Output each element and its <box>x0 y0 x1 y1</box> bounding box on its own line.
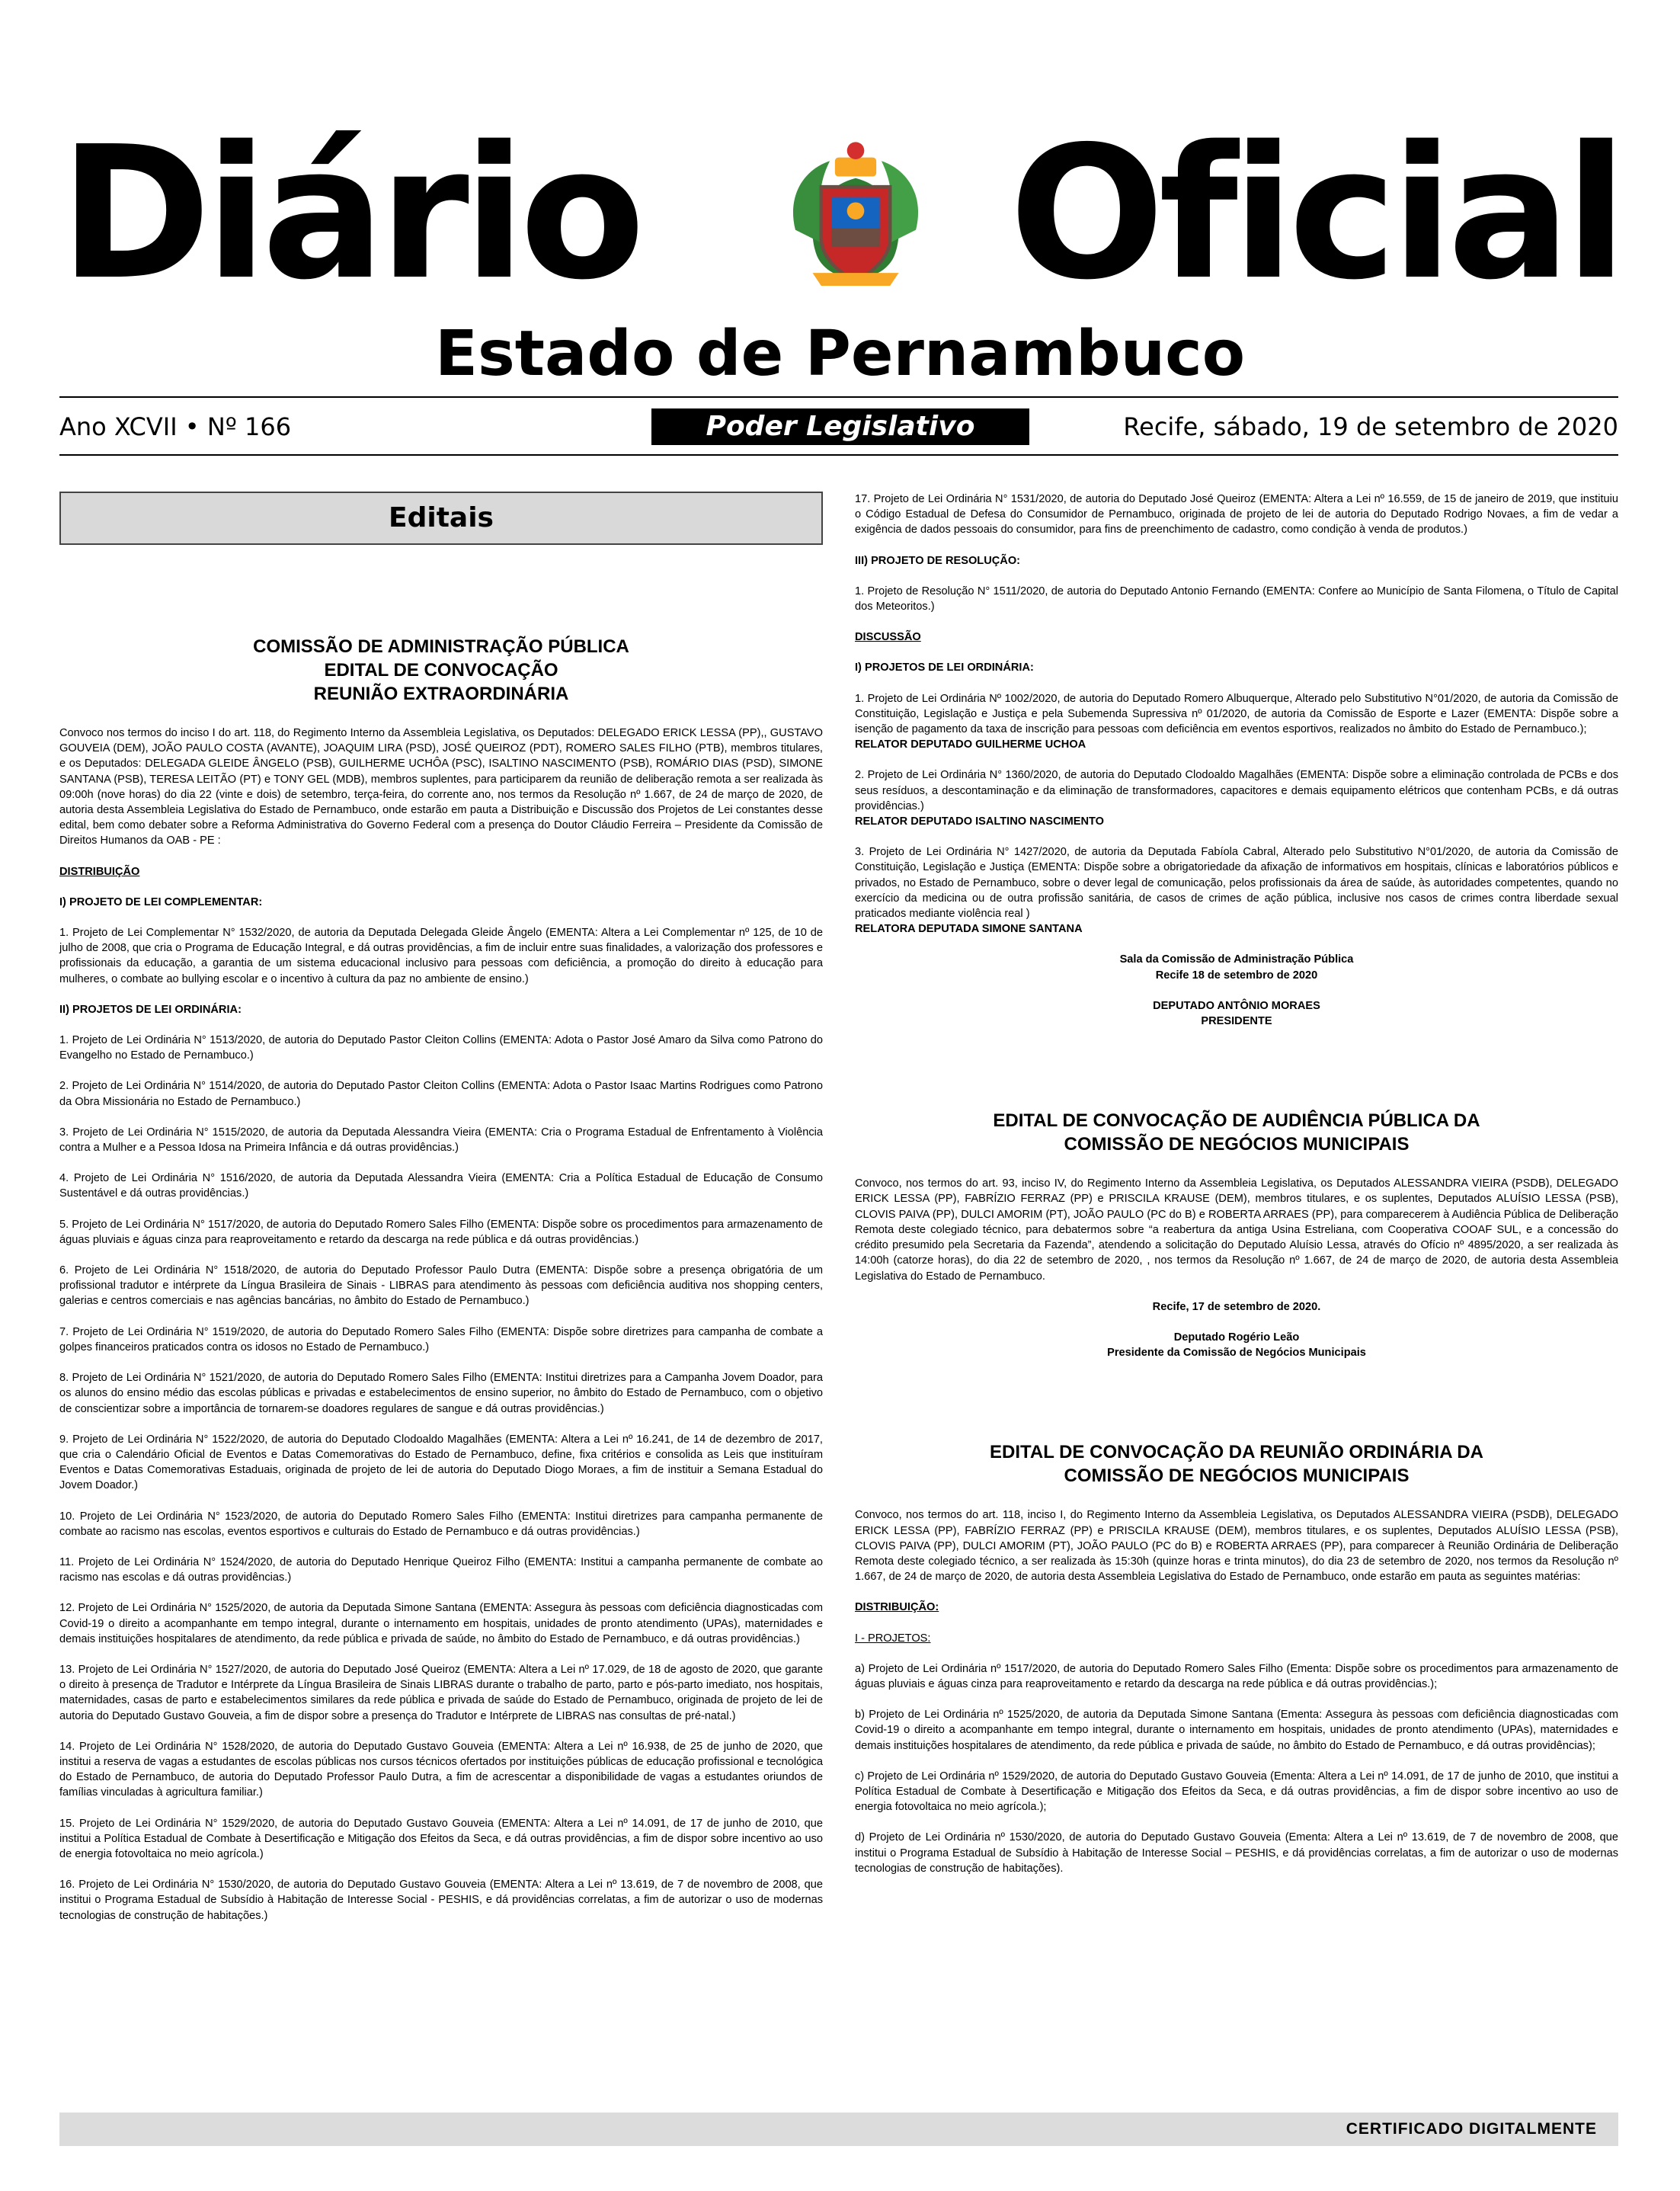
masthead-title-left: Diário <box>59 107 639 320</box>
masthead-subtitle: Estado de Pernambuco <box>434 318 1246 390</box>
notice-title-line2: EDITAL DE CONVOCAÇÃO <box>324 660 558 681</box>
bill-item: 15. Projeto de Lei Ordinária N° 1529/2020, de autoria do Deputado Gustavo Gouveia (EMENTA: Altera a Lei nº 14.091, de 17 de junho de 2010, que institui a Política Estadual de Combate à Desertificação e Mitigação dos Efeitos da Seca, e dá outras providências, a fim de dispor sobre incentivo ao uso de energia fotovoltaica no meio agrícola.) <box>59 1817 823 1860</box>
signature-date: Recife 18 de setembro de 2020 <box>1155 969 1318 982</box>
bill-item: 13. Projeto de Lei Ordinária N° 1527/2020, de autoria do Deputado José Queiroz (EMENTA: Altera a Lei nº 17.029, de 18 de agosto de 2020, que garante o direito à presença de Tradutor e Intérprete da Língua Brasileira de Sinais LIBRAS durante o trabalho de parto, parto e pós-parto imediato, nos hospitais, maternidades, casas de parto e estabelecimentos similares da rede pública e privada de saúde do Estado de Pernambuco, originada de projeto de lei de autoria do Deputado Gustavo Gouveia, a fim de dispor sobre a presença do Tradutor e Intérprete de LIBRAS nas consultas de pré-natal.) <box>59 1663 823 1722</box>
bill-item: 5. Projeto de Lei Ordinária N° 1517/2020, de autoria do Deputado Romero Sales Filho (EMENTA: Dispõe sobre os procedimentos para armazenamento de águas pluviais e águas cinza para reaproveitamento e retardo da descarga na rede pública e dá outras providências.) <box>59 1218 823 1246</box>
publication-date: Recife, sábado, 19 de setembro de 2020 <box>1123 412 1618 441</box>
heading-projects: I - PROJETOS: <box>855 1632 931 1645</box>
bill-item: 12. Projeto de Lei Ordinária N° 1525/2020, de autoria da Deputada Simone Santana (EMENTA: Assegura às pessoas com deficiência diagnosticadas com Covid-19 o direito a acompanhante em tempo integral, durante o internamento em hospitais, unidades de pronto atendimento (UPAs), maternidades e demais instituições hospitalares de atendimento, da rede pública e privada de saúde, no âmbito do Estado de Pernambuco, e dá outras providências.) <box>59 1602 823 1645</box>
bill-item: 4. Projeto de Lei Ordinária N° 1516/2020, de autoria da Deputada Alessandra Vieira (EMENTA: Cria a Política Estadual de Educação de Consumo Sustentável e dá outras providências.) <box>59 1172 823 1200</box>
bill-item: 17. Projeto de Lei Ordinária N° 1531/2020, de autoria do Deputado José Queiroz (EMENTA: Altera a Lei nº 16.559, de 15 de janeiro de 2019, que instituiu o Código Estadual de Defesa do Consumidor de Pernambuco, originada de projeto de lei de autoria do Deputado Rodrigo Novaes, a fim de vedar a exigência de dados pessoais do consumidor, para fins de preenchimento de cadastro, como condição à venda de produtos.) <box>855 493 1618 537</box>
heading-complementary-law: I) PROJETO DE LEI COMPLEMENTAR: <box>59 895 263 908</box>
heading-resolution: III) PROJETO DE RESOLUÇÃO: <box>855 554 1021 567</box>
notice-title-line3: REUNIÃO EXTRAORDINÁRIA <box>313 684 569 704</box>
bill-item: 6. Projeto de Lei Ordinária N° 1518/2020, de autoria do Deputado Professor Paulo Dutra (EMENTA: Dispõe sobre a presença obrigatória de um profissional tradutor e intérprete da Língua Brasileira de Sinais - LIBRAS para atendimento às pessoas com deficiência auditiva nos shopping centers, galerias e centros comerciais e nas agências bancárias, no âmbito do Estado de Pernambuco.) <box>59 1264 823 1308</box>
header-rule-bottom <box>59 454 1618 456</box>
notice2-signatory-name: Deputado Rogério Leão <box>1173 1331 1300 1344</box>
rapporteur: RELATOR DEPUTADO ISALTINO NASCIMENTO <box>855 815 1105 828</box>
bill-item: 2. Projeto de Lei Ordinária N° 1360/2020, de autoria do Deputado Clodoaldo Magalhães (EMENTA: Dispõe sobre a eliminação controlada de PCBs e dos seus resíduos, a descontaminação e da eliminação de transformadores, capacitores e demais equipamento elétricos que contenham PCBs, e dá outras providências.) <box>855 769 1618 812</box>
notice2-signatory-title: Presidente da Comissão de Negócios Municipais <box>1107 1347 1366 1360</box>
notice-intro: Convoco nos termos do inciso I do art. 118, do Regimento Interno da Assembleia Legislativa, os Deputados: DELEGADO ERICK LESSA (PP),, GUSTAVO GOUVEIA (DEM), JOÃO PAULO COSTA (AVANTE), JOAQUIM LIRA (PSD), JOSÉ QUEIROZ (PDT), ROMERO SALES FILHO (PTB), membros titulares, e os Deputados: DELEGADA GLEIDE ÂNGELO (PSB), GUILHERME UCHÔA (PSC), ISALTINO NASCIMENTO (PSB), ROMÁRIO DIAS (PSD), SIMONE SANTANA (PSB), TERESA LEITÃO (PT) e TONY GEL (MDB), membros suplentes, para participarem da reunião de deliberação remota a ser realizada às 09:00h (nove horas) do dia 22 (vinte e dois) de setembro, terça-feira, do corrente ano, nos termos da Resolução nº 1.667, de 24 de março de 2020, de autoria desta Assembleia Legislativa do Estado de Pernambuco, onde estarão em pauta a Distribuição e Discussão dos Projetos de Lei constantes desse edital, bem como debater sobre a Reforma Administrativa do Governo Federal com a presença do Doutor Cláudio Ferreira – Presidente da Comissão de Direitos Humanos da OAB - PE : <box>59 727 823 847</box>
bill-item: 1. Projeto de Lei Ordinária N° 1513/2020, de autoria do Deputado Pastor Cleiton Collins (EMENTA: Adota o Pastor José Amaro da Silva como Patrono do Evangelho no Estado de Pernambuco.) <box>59 1034 823 1062</box>
bill-item: 10. Projeto de Lei Ordinária N° 1523/2020, de autoria do Deputado Romero Sales Filho (EMENTA: Institui diretrizes para campanha permanente de combate ao racismo nas escolas, eventos esportivos e culturais do Estado de Pernambuco e dá outras providências.) <box>59 1510 823 1538</box>
bill-item: a) Projeto de Lei Ordinária nº 1517/2020, de autoria do Deputado Romero Sales Filho (Ementa: Dispõe sobre os procedimentos para armazenamento de águas pluviais e águas cinza para reaproveitamento e retardo da descarga na rede pública e dá outras providências.); <box>855 1662 1618 1690</box>
edition-number: Ano XCVII • Nº 166 <box>59 412 292 441</box>
notice3-title-line1: EDITAL DE CONVOCAÇÃO DA REUNIÃO ORDINÁRIA DA <box>989 1442 1483 1463</box>
bill-item: 16. Projeto de Lei Ordinária N° 1530/2020, de autoria do Deputado Gustavo Gouveia (EMENTA: Altera a Lei nº 13.619, de 7 de novembro de 2008, que institui o Programa Estadual de Subsídio à Habitação de Interesse Social - PESHIS, e dá providências correlatas, a fim de autorizar o uso de modernas tecnologias de construção de habitações.) <box>59 1879 823 1922</box>
heading-ordinary-laws-discussion: I) PROJETOS DE LEI ORDINÁRIA: <box>855 661 1034 674</box>
bill-item: 3. Projeto de Lei Ordinária N° 1515/2020, de autoria da Deputada Alessandra Vieira (EMENTA: Cria o Programa Estadual de Enfrentamento à Violência contra a Mulher e a Pessoa Idosa na Primeira Infância e dá outras providências.) <box>59 1126 823 1155</box>
bill-item: 8. Projeto de Lei Ordinária N° 1521/2020, de autoria do Deputado Romero Sales Filho (EMENTA: Institui diretrizes para a Campanha Jovem Doador, para os alunos do ensino médio das escolas públicas e privadas e estabelecimentos de ensino superior, no âmbito do Estado de Pernambuco, com o objetivo de conscientizar sobre a importância de tornarem-se doadores regulares de sangue e dá outras providências.) <box>59 1372 823 1415</box>
masthead-title-right: Oficial <box>1009 107 1621 320</box>
bill-item: 9. Projeto de Lei Ordinária N° 1522/2020, de autoria do Deputado Clodoaldo Magalhães (EMENTA: Altera a Lei nº 16.241, de 14 de dezembro de 2017, que cria o Calendário Oficial de Eventos e Datas Comemorativas do Estado de Pernambuco, define, fixa critérios e consolida as Leis que instituíram Eventos e Datas Comemorativas Estaduais, originada de projeto de lei de autoria do Deputado Diogo Moraes, a fim de instituir a Semana Estadual do Jovem Doador.) <box>59 1433 823 1492</box>
notice-title-line1: COMISSÃO DE ADMINISTRAÇÃO PÚBLICA <box>253 636 629 657</box>
notice2-date: Recife, 17 de setembro de 2020. <box>1152 1300 1321 1313</box>
bill-item: b) Projeto de Lei Ordinária nº 1525/2020, de autoria da Deputada Simone Santana (Ementa: Assegura às pessoas com deficiência diagnosticadas com Covid-19 o direito a acompanhante em tempo integral, durante o internamento em hospitais, unidades de pronto atendimento (UPAs), maternidades e demais instituições hospitalares de atendimento, da rede pública e privada de saúde, no âmbito do Estado de Pernambuco, e dá outras providências); <box>855 1709 1618 1752</box>
heading-distribution-2: DISTRIBUIÇÃO: <box>855 1601 939 1614</box>
heading-discussion: DISCUSSÃO <box>855 631 921 644</box>
bill-item: 14. Projeto de Lei Ordinária N° 1528/2020, de autoria do Deputado Gustavo Gouveia (EMENTA: Altera a Lei nº 16.938, de 25 de junho de 2020, que institui a reserva de vagas a estudantes de escolas públicas nos cursos técnicos ofertados por instituições públicas de educação profissional e tecnológica do Estado de Pernambuco, de autoria do Deputado Professor Paulo Dutra, a fim de acrescentar a disponibilidade de vagas a estudantes oriundos de famílias vinculadas à agricultura familiar.) <box>59 1740 823 1799</box>
rapporteur: RELATOR DEPUTADO GUILHERME UCHOA <box>855 738 1086 751</box>
notice3-body: Convoco, nos termos do art. 118, inciso I, do Regimento Interno da Assembleia Legislativa, os Deputados ALESSANDRA VIEIRA (PSDB), DELEGADO ERICK LESSA (PP), FABRÍZIO FERRAZ (PP) e PRISCILA KRAUSE (DEM), membros titulares, e os suplentes, Deputados ALUÍSIO LESSA (PSB), CLOVIS PAIVA (PP), DULCI AMORIM (PT), JOÃO PAULO (PC do B) e ROBERTA ARRAES (PP), para comparecer à Reunião Ordinária de Deliberação Remota deste colegiado técnico, a ser realizada às 15:30h (quinze horas e trinta minutos), do dia 23 de setembro de 2020, nos termos da Resolução nº 1.667, de 24 de março de 2020, de autoria desta Assembleia Legislativa do Estado de Pernambuco, onde estarão em pauta as seguintes matérias: <box>855 1509 1618 1584</box>
signatory-title: PRESIDENTE <box>1201 1015 1272 1028</box>
signatory-name: DEPUTADO ANTÔNIO MORAES <box>1153 999 1320 1012</box>
notice2-title-line2: COMISSÃO DE NEGÓCIOS MUNICIPAIS <box>1064 1134 1410 1155</box>
bill-item: 7. Projeto de Lei Ordinária N° 1519/2020, de autoria do Deputado Romero Sales Filho (EMENTA: Dispõe sobre diretrizes para campanha de combate a golpes financeiros praticados contra os idosos no Estado de Pernambuco.) <box>59 1325 823 1353</box>
bill-item: 1. Projeto de Lei Ordinária Nº 1002/2020, de autoria do Deputado Romero Albuquerque, Alterado pelo Substitutivo N°01/2020, de autoria da Comissão de Constituição, Legislação e Justiça e pela Subemenda Supressiva nº 01/2020, de autoria da Comissão de Esporte e Lazer (EMENTA: Dispõe sobre a isenção de pagamento da taxa de inscrição para pessoas com deficiência em eventos esportivos, realizados no âmbito do Estado de Pernambuco.); <box>855 692 1618 736</box>
bill-item: 11. Projeto de Lei Ordinária N° 1524/2020, de autoria do Deputado Henrique Queiroz Filho (EMENTA: Institui a campanha permanente de combate ao racismo nas escolas e dá outras providências.) <box>59 1555 823 1584</box>
signature-place: Sala da Comissão de Administração Pública <box>1119 953 1354 966</box>
digital-certificate-label: CERTIFICADO DIGITALMENTE <box>1346 2120 1597 2138</box>
column-left <box>59 492 823 1939</box>
bill-item: 1. Projeto de Lei Complementar N° 1532/2020, de autoria da Deputada Delegada Gleide Ângelo (EMENTA: Altera a Lei Complementar nº 125, de 10 de julho de 2008, que cria o Programa de Educação Integral, e dá outras providências, a fim de incluir entre suas finalidades, a valorização dos professores e profissionais da educação, a garantia de um sistema educacional inclusivo para pessoas com deficiência, a promoção do direito à educação para mulheres, o combate ao bullying escolar e o incentivo à cultura da paz no ambiente de ensino.) <box>59 927 823 985</box>
heading-ordinary-laws: II) PROJETOS DE LEI ORDINÁRIA: <box>59 1003 242 1016</box>
notice2-body: Convoco, nos termos do art. 93, inciso IV, do Regimento Interno da Assembleia Legislativa, os Deputados ALESSANDRA VIEIRA (PSDB), DELEGADO ERICK LESSA (PP), FABRÍZIO FERRAZ (PP) e PRISCILA KRAUSE (DEM), membros titulares, e os suplentes, Deputados ALUÍSIO LESSA (PSB), CLOVIS PAIVA (PP), DULCI AMORIM (PT), JOÃO PAULO (PC do B) e ROBERTA ARRAES (PP), para comparecerem à Audiência Pública de Deliberação Remota deste colegiado técnico, para debatermos sobre “a reabertura da antiga Usina Estreliana, com Cooperativa COOAF SUL, e a concessão do crédito presumido pela Secretaria da Fazenda”, atendendo a solicitação do Deputado Aluísio Lessa, através do Ofício nº 4895/2020, a ser realizada às 14:00h (catorze horas), do dia 22 de setembro de 2020, , nos termos da Resolução nº 1.667, de 24 de março de 2020, de autoria desta Assembleia Legislativa do Estado de Pernambuco. <box>855 1177 1618 1283</box>
bill-item: d) Projeto de Lei Ordinária nº 1530/2020, de autoria do Deputado Gustavo Gouveia (Ementa: Altera a Lei nº 13.619, de 7 de novembro de 2008, que institui o Programa Estadual de Subsídio à Habitação de Interesse Social – PESHIS, e dá providências correlatas, a fim de autorizar o uso de modernas tecnologias de construção de habitações). <box>855 1831 1618 1875</box>
bill-item: 3. Projeto de Lei Ordinária N° 1427/2020, de autoria da Deputada Fabíola Cabral, Alterado pelo Substitutivo N°01/2020, de autoria da Comissão de Constituição, Legislação e Justiça (EMENTA: Dispõe sobre a obrigatoriedade da afixação de informativos em hospitais, clínicas e laboratórios públicos e privados, no Estado de Pernambuco, sobre o dever legal de comunicação, pelos profissionais da área de saúde, às autoridades competentes, quando no exercício da medicina ou de outra profissão sanitária, de casos de crimes de ação pública, inclusive nos casos de crimes contra liberdade sexual praticados mediante violência real ) <box>855 846 1618 921</box>
heading-distribution: DISTRIBUIÇÃO <box>59 865 140 878</box>
section-banner: Editais <box>59 492 823 545</box>
notice2-title-line1: EDITAL DE CONVOCAÇÃO DE AUDIÊNCIA PÚBLICA DA <box>993 1110 1480 1132</box>
bill-item: 1. Projeto de Resolução N° 1511/2020, de autoria do Deputado Antonio Fernando (EMENTA: Confere ao Município de Santa Filomena, o Título de Capital dos Meteoritos.) <box>855 585 1618 613</box>
column-right <box>855 492 1618 1891</box>
rapporteur: RELATORA DEPUTADA SIMONE SANTANA <box>855 923 1083 936</box>
notice3-title-line2: COMISSÃO DE NEGÓCIOS MUNICIPAIS <box>1064 1465 1410 1487</box>
bill-item: c) Projeto de Lei Ordinária nº 1529/2020, de autoria do Deputado Gustavo Gouveia (Ementa: Altera a Lei nº 14.091, de 17 de junho de 2010, que institui a Política Estadual de Combate à Desertificação e Mitigação dos Efeitos da Seca, e dá outras providências, a fim de dispor sobre incentivo ao uso de energia fotovoltaica no meio agrícola.); <box>855 1770 1618 1814</box>
power-label: Poder Legislativo <box>651 408 1029 445</box>
header-rule-top <box>59 396 1618 398</box>
footer-bar <box>59 2113 1618 2146</box>
pernambuco-coat-of-arms-icon <box>770 127 942 299</box>
masthead <box>59 107 1621 320</box>
bill-item: 2. Projeto de Lei Ordinária N° 1514/2020, de autoria do Deputado Pastor Cleiton Collins (EMENTA: Adota o Pastor Isaac Martins Rodrigues como Patrono da Obra Missionária no Estado de Pernambuco.) <box>59 1080 823 1108</box>
